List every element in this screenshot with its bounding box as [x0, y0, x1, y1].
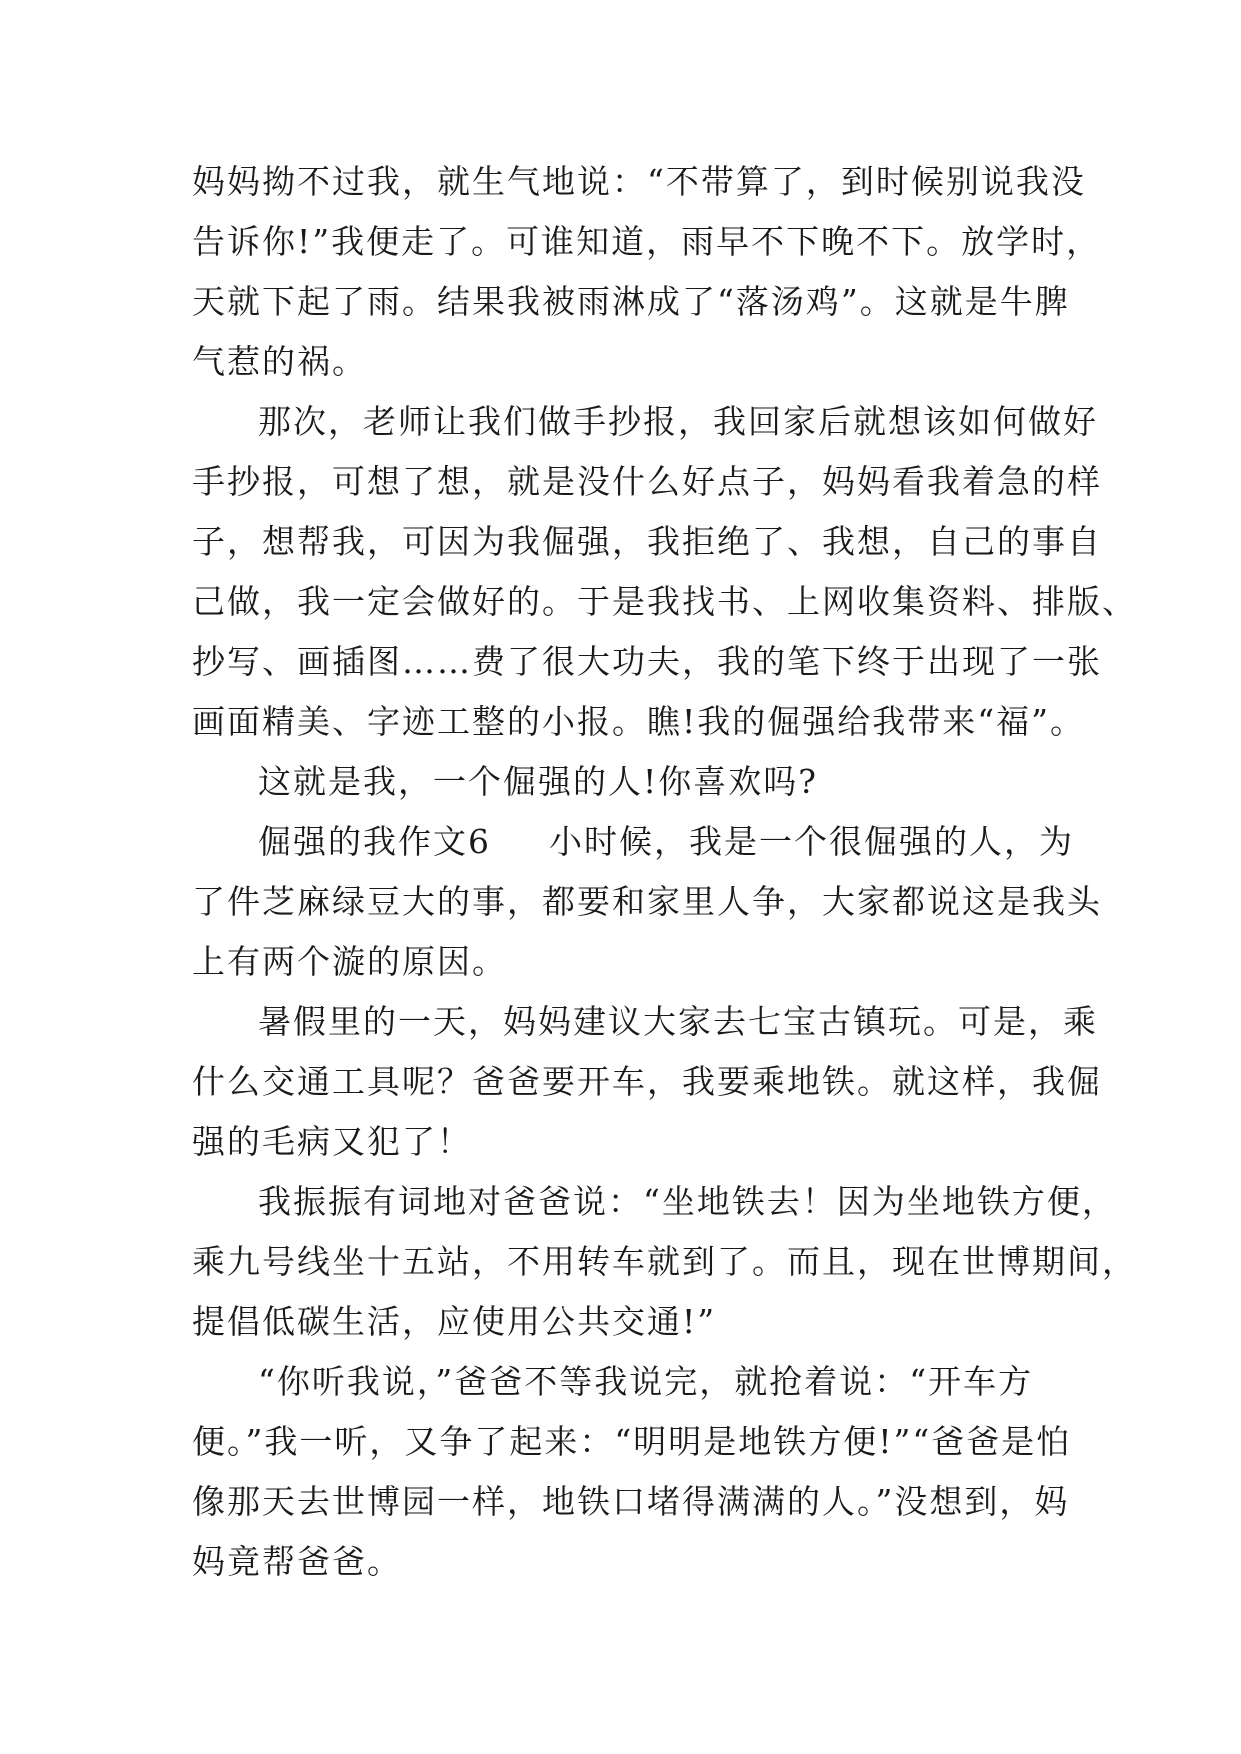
section-heading: 倔强的我作文6: [258, 822, 491, 861]
text-line: 什么交通工具呢？爸爸要开车，我要乘地铁。就这样，我倔: [192, 1062, 1102, 1101]
text-line: 我振振有词地对爸爸说：“坐地铁去！因为坐地铁方便，: [258, 1182, 1117, 1221]
text-line: 妈妈拗不过我，就生气地说：“不带算了，到时候别说我没: [192, 162, 1086, 201]
text-line: 己做，我一定会做好的。于是我找书、上网收集资料、排版、: [192, 582, 1137, 621]
text-line: 强的毛病又犯了！: [192, 1122, 472, 1161]
text-line: 告诉你!”我便走了。可谁知道，雨早不下晚不下。放学时，: [192, 222, 1102, 261]
paragraph: [192, 992, 1102, 1172]
document-page: [192, 152, 1137, 1592]
text-line: 抄写、画插图……费了很大功夫，我的笔下终于出现了一张: [192, 642, 1102, 681]
text-line: 手抄报，可想了想，就是没什么好点子，妈妈看我着急的样: [192, 462, 1102, 501]
text-line: 了件芝麻绿豆大的事，都要和家里人争，大家都说这是我头: [192, 882, 1102, 921]
text-line: 提倡低碳生活，应使用公共交通!”: [192, 1302, 717, 1341]
text-line: 暑假里的一天，妈妈建议大家去七宝古镇玩。可是，乘: [258, 1002, 1098, 1041]
text-line: 天就下起了雨。结果我被雨淋成了“落汤鸡”。这就是牛脾: [192, 282, 1070, 321]
paragraph: [192, 1352, 1072, 1592]
text-line: 妈竟帮爸爸。: [192, 1542, 402, 1581]
paragraph: [192, 152, 1102, 392]
text-line: 那次，老师让我们做手抄报，我回家后就想该如何做好: [258, 402, 1098, 441]
paragraph: [192, 812, 1102, 992]
text-line: 气惹的祸。: [192, 342, 367, 381]
paragraph: [192, 1172, 1137, 1352]
text-line: 乘九号线坐十五站，不用转车就到了。而且，现在世博期间，: [192, 1242, 1137, 1281]
text-line: 便。”我一听，又争了起来：“明明是地铁方便!”“爸爸是怕: [192, 1422, 1072, 1461]
text-line: 像那天去世博园一样，地铁口堵得满满的人。”没想到，妈: [192, 1482, 1070, 1521]
text-line: 子，想帮我，可因为我倔强，我拒绝了、我想，自己的事自: [192, 522, 1102, 561]
text-line: 画面精美、字迹工整的小报。瞧!我的倔强给我带来“福”。: [192, 702, 1086, 741]
text-line: “你听我说，”爸爸不等我说完，就抢着说：“开车方: [258, 1362, 1034, 1401]
text-line: [192, 812, 1072, 872]
paragraph: [192, 752, 1072, 812]
text-line-content: 小时候，我是一个很倔强的人，为: [549, 822, 1074, 861]
paragraph: [192, 392, 1137, 752]
text-line: 上有两个漩的原因。: [192, 942, 507, 981]
text-line: 这就是我，一个倔强的人!你喜欢吗?: [258, 762, 818, 801]
